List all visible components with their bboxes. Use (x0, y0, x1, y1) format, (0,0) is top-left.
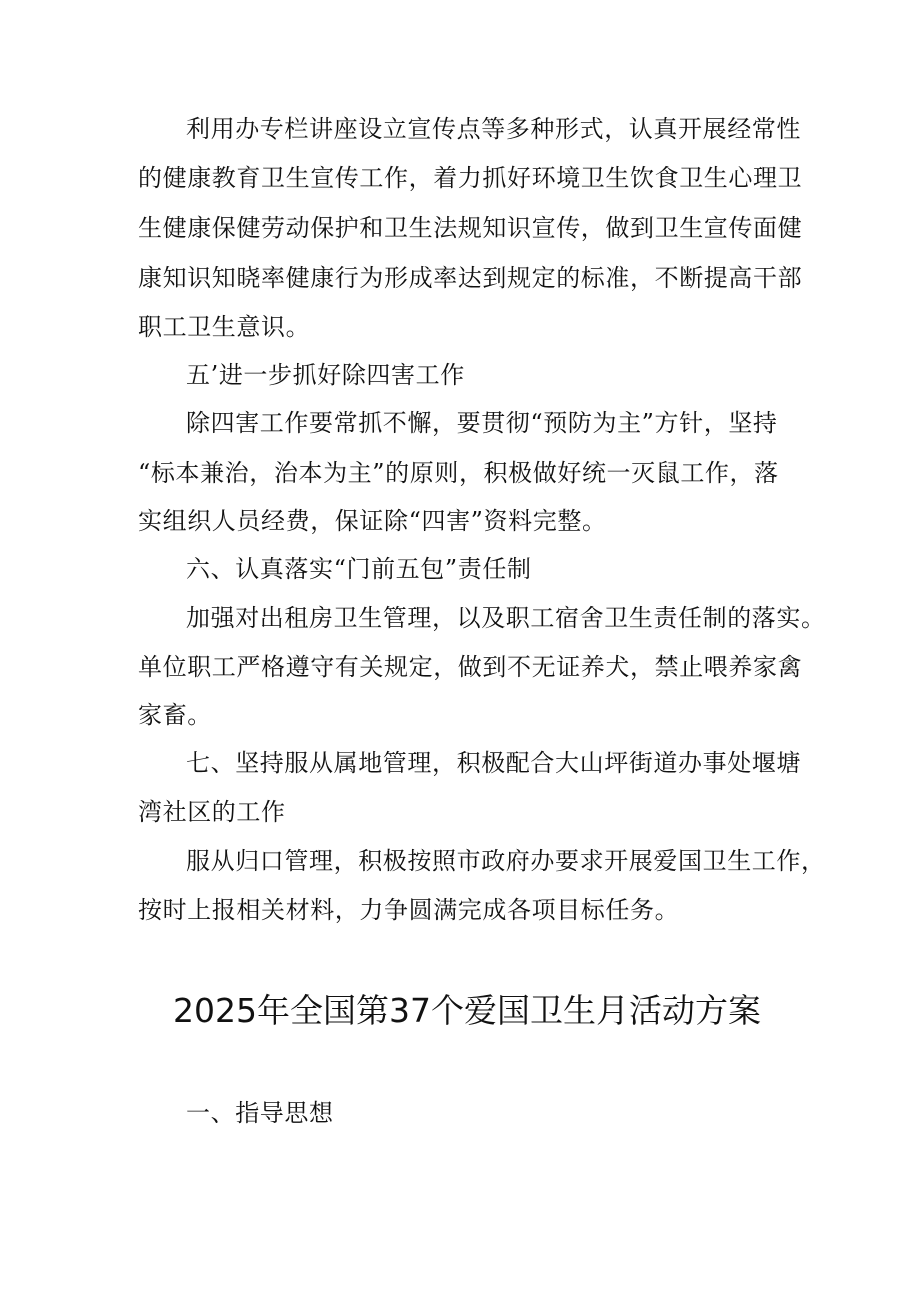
section-heading: 七、坚持服从属地管理，积极配合大山坪街道办事处堰塘 (186, 749, 801, 777)
section-heading: 一、指导思想 (186, 1099, 334, 1127)
section-heading: 五’进一步抓好除四害工作 (186, 361, 465, 389)
paragraph-line: 服从归口管理，积极按照市政府办要求开展爱国卫生工作， (186, 847, 826, 875)
paragraph-line: 单位职工严格遵守有关规定，做到不无证养犬，禁止喂养家禽 (138, 653, 803, 681)
paragraph-line: 除四害工作要常抓不懈，要贯彻“预防为主”方针，坚持 (186, 409, 778, 437)
paragraph-line: 家畜。 (138, 701, 212, 729)
paragraph-line: 利用办专栏讲座设立宣传点等多种形式，认真开展经常性 (186, 115, 801, 143)
paragraph-line: 的健康教育卫生宣传工作，着力抓好环境卫生饮食卫生心理卫 (138, 164, 803, 192)
paragraph-line: 生健康保健劳动保护和卫生法规知识宣传，做到卫生宣传面健 (138, 214, 803, 242)
paragraph-line: “标本兼治，治本为主”的原则，积极做好统一灭鼠工作，落 (138, 459, 779, 487)
paragraph-line: 加强对出租房卫生管理，以及职工宿舍卫生责任制的落实。 (186, 604, 826, 632)
section-heading: 六、认真落实“门前五包”责任制 (186, 555, 532, 583)
paragraph-line: 职工卫生意识。 (138, 313, 311, 341)
paragraph-line: 按时上报相关材料，力争圆满完成各项目标任务。 (138, 896, 680, 924)
document-title: 2025年全国第37个爱国卫生月活动方案 (173, 991, 761, 1030)
paragraph-line: 康知识知晓率健康行为形成率达到规定的标准，不断提高干部 (138, 264, 803, 292)
paragraph-line: 实组织人员经费，保证除“四害”资料完整。 (138, 507, 607, 535)
section-heading: 湾社区的工作 (138, 798, 286, 826)
